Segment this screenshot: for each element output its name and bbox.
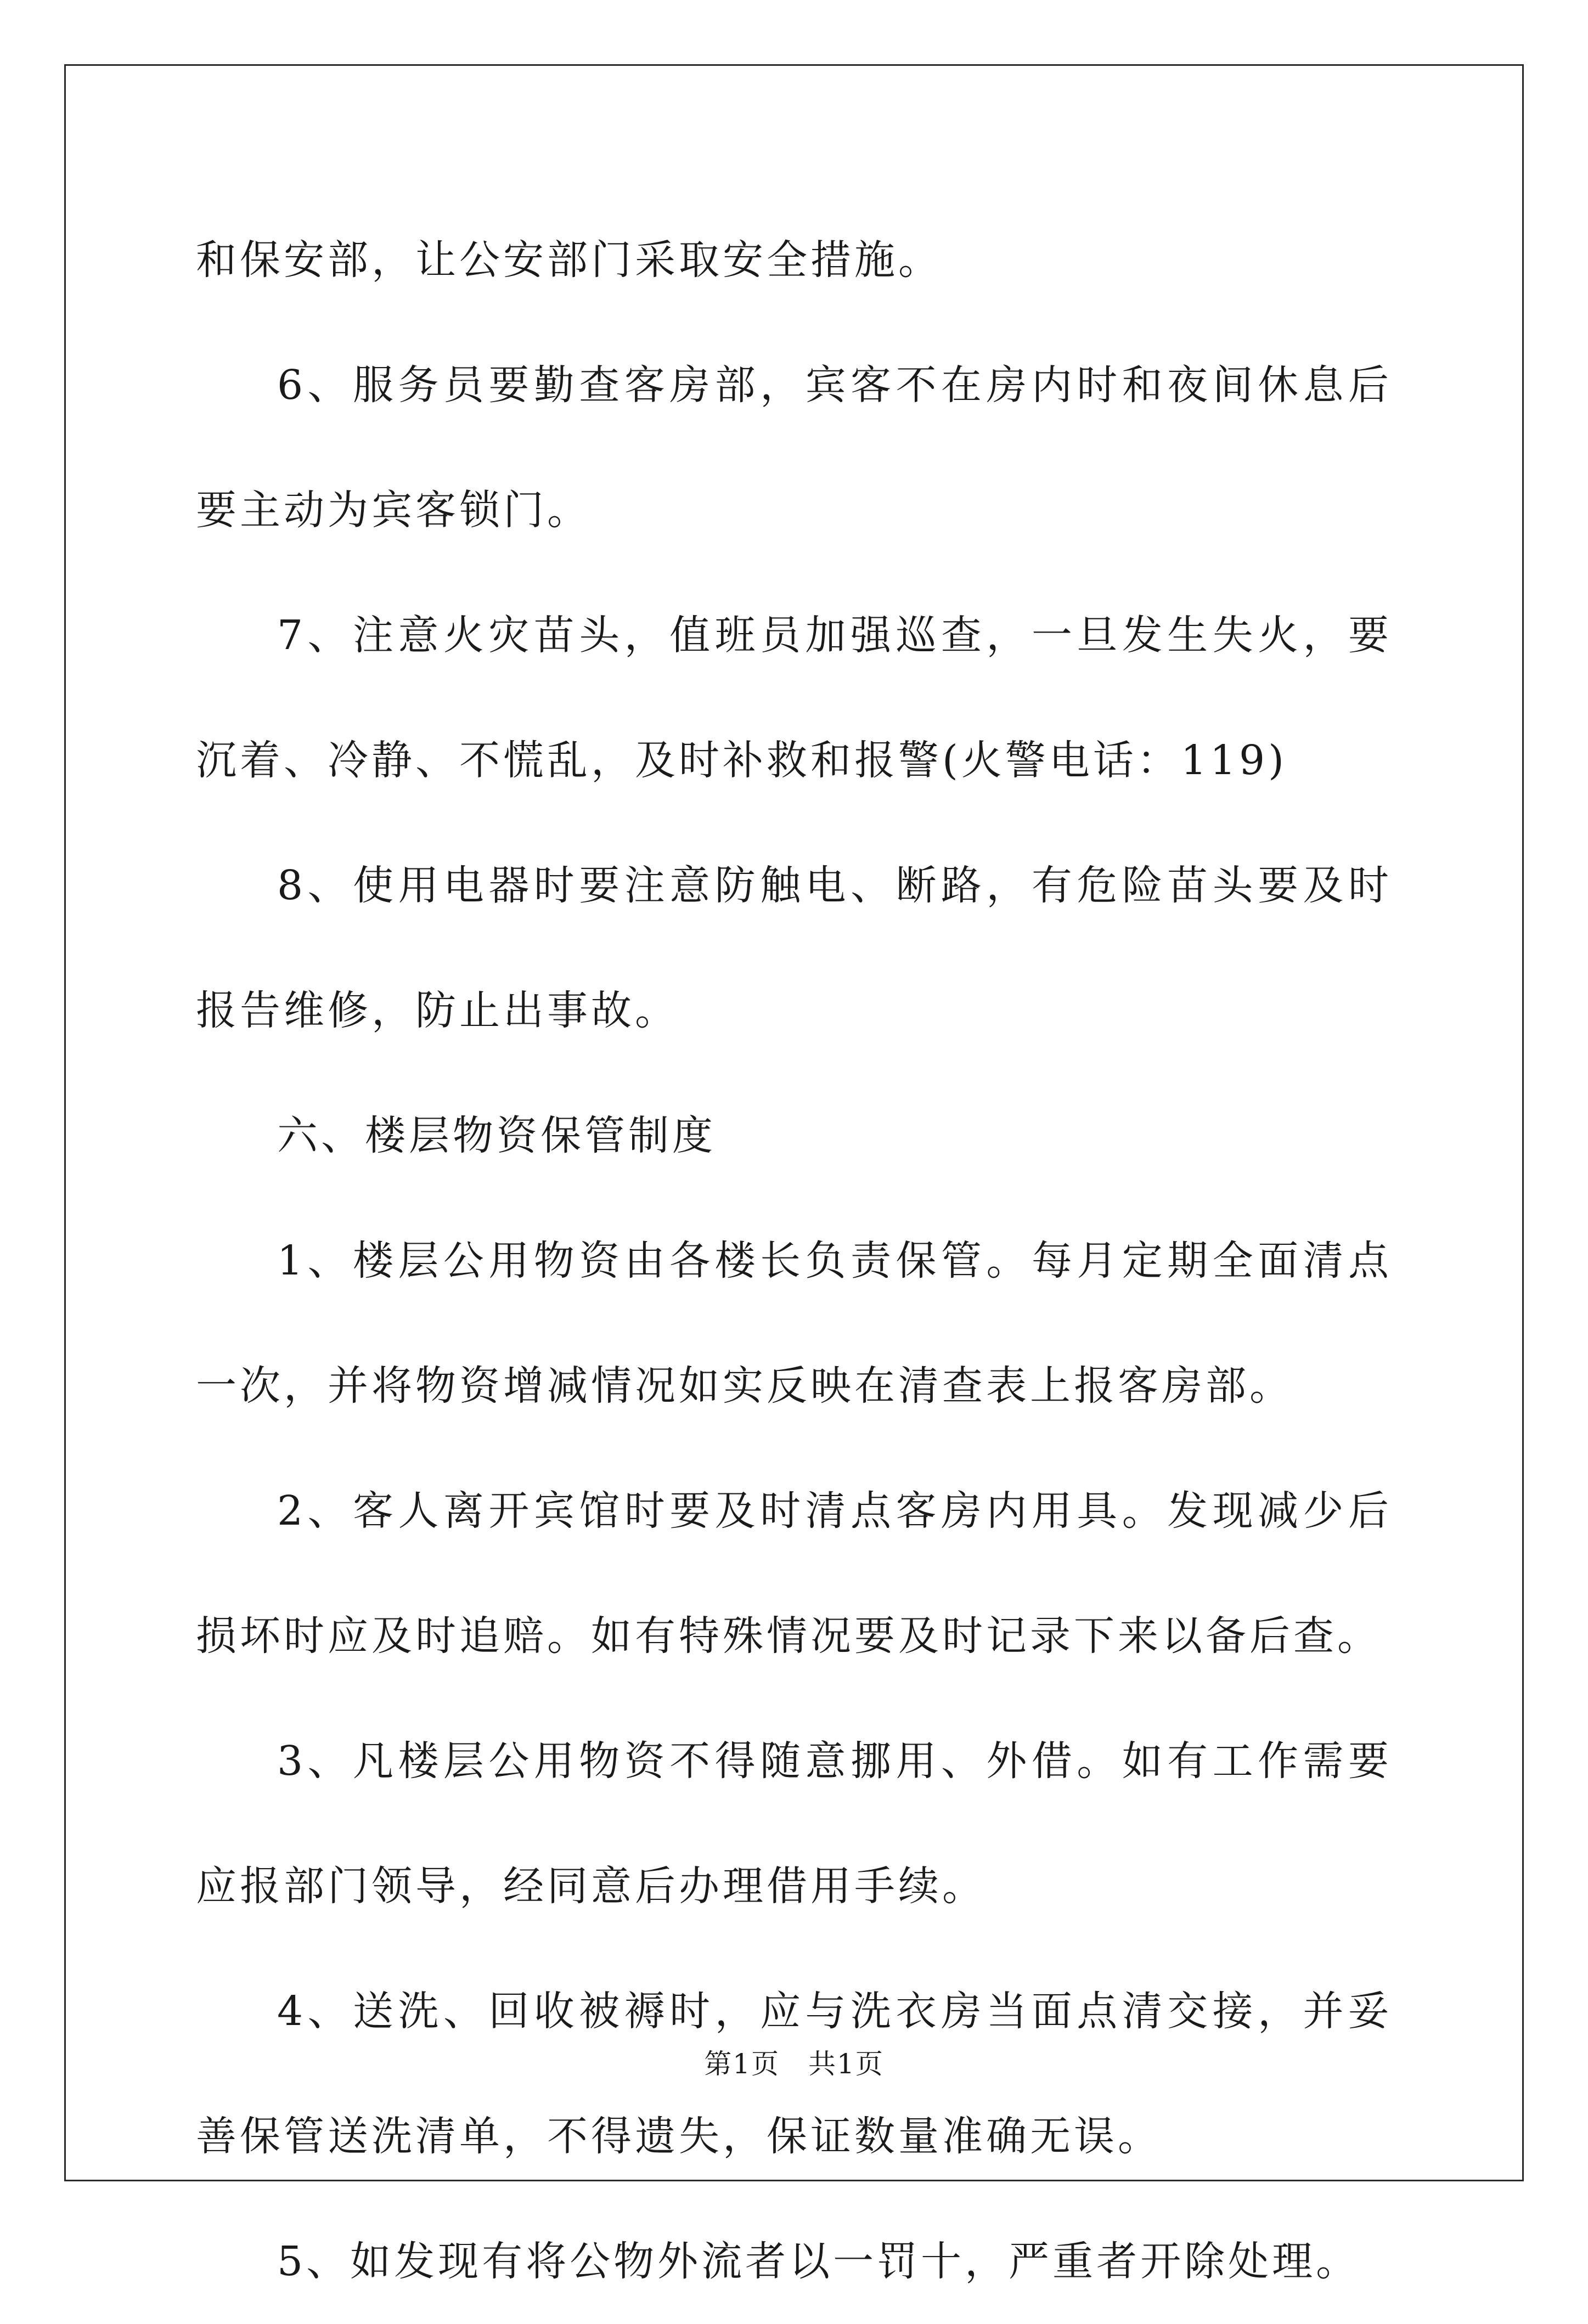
- section-heading: 六、楼层物资保管制度: [277, 1112, 716, 1159]
- paragraph: 7、注意火灾苗头，值班员加强巡查，一旦发生失火，要沉着、冷静、不慌乱，及时补救和报警(火警电话：119): [196, 612, 1392, 784]
- paragraph: 4、送洗、回收被褥时，应与洗衣房当面点清交接，并妥善保管送洗清单，不得遗失，保证数量准确无误。: [196, 1988, 1392, 2160]
- paragraph: 和保安部，让公安部门采取安全措施。: [196, 236, 942, 284]
- paragraph: 1、楼层公用物资由各楼长负责保管。每月定期全面清点一次，并将物资增减情况如实反映在清查表上报客房部。: [196, 1237, 1392, 1409]
- page-footer: 第1页 共1页: [704, 2048, 884, 2080]
- paragraph: 8、使用电器时要注意防触电、断路，有危险苗头要及时报告维修，防止出事故。: [196, 862, 1392, 1034]
- paragraph: 2、客人离开宾馆时要及时清点客房内用具。发现减少后损坏时应及时追赔。如有特殊情况要及时记录下来以备后查。: [196, 1487, 1392, 1660]
- paragraph: 5、如发现有将公物外流者以一罚十，严重者开除处理。: [277, 2238, 1360, 2285]
- document-body: [196, 198, 1392, 2324]
- paragraph: 3、凡楼层公用物资不得随意挪用、外借。如有工作需要应报部门领导，经同意后办理借用手续。: [196, 1738, 1392, 1910]
- paragraph: 6、服务员要勤查客房部，宾客不在房内时和夜间休息后要主动为宾客锁门。: [196, 362, 1392, 534]
